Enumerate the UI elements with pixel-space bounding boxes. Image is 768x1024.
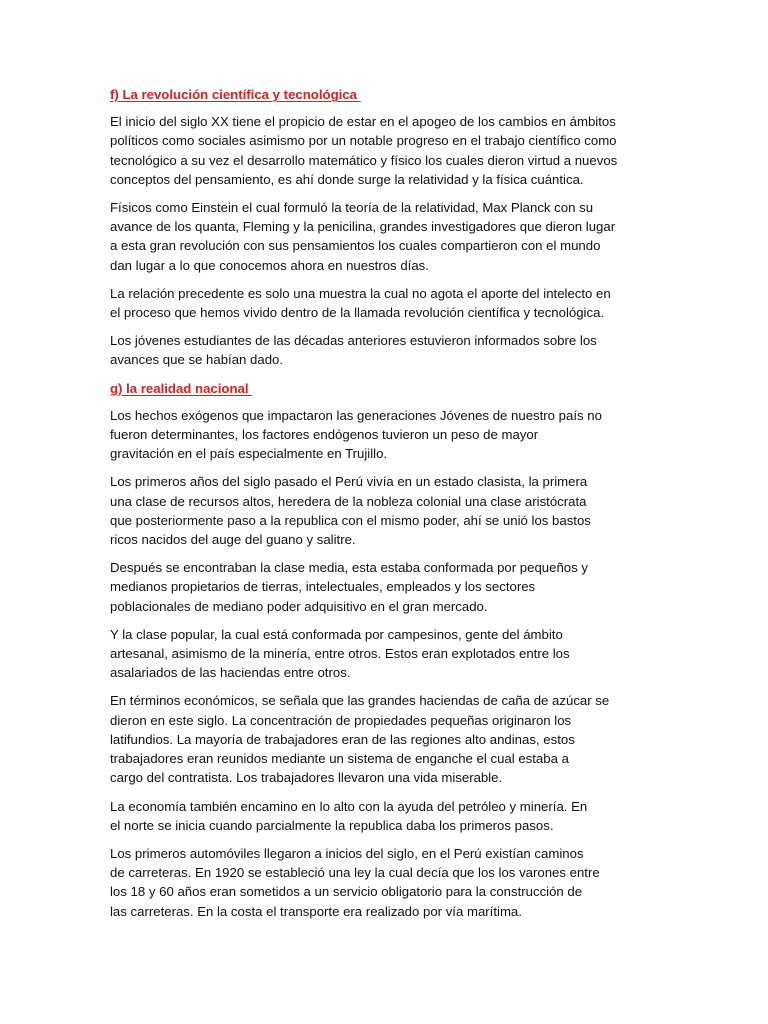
text-line: dieron en este siglo. La concentración de propiedades pequeñas originaron los (110, 712, 572, 728)
text-line: medianos propietarios de tierras, intelectuales, empleados y los sectores (110, 579, 536, 595)
text-line: La economía también encamino en lo alto con la ayuda del petróleo y minería. En (110, 798, 588, 814)
text-line: Y la clase popular, la cual está conformada por campesinos, gente del ámbito (110, 626, 563, 642)
text-line: Los primeros años del siglo pasado el Perú vivía en un estado clasista, la primera (110, 474, 588, 490)
text-line: una clase de recursos altos, heredera de la nobleza colonial una clase aristócrata (110, 493, 587, 509)
text-line: dan lugar a lo que conocemos ahora en nuestros días. (110, 257, 429, 273)
section-g-paragraph-5 (110, 691, 642, 787)
text-line: El inicio del siglo XX tiene el propicio de estar en el apogeo de los cambios en ámbitos (110, 114, 616, 130)
text-line: Los jóvenes estudiantes de las décadas anteriores estuvieron informados sobre los (110, 333, 597, 349)
text-line: políticos como sociales asimismo por un notable progreso en el trabajo científico como (110, 133, 617, 149)
section-f-paragraph-3 (110, 284, 642, 322)
text-line: que posteriormente paso a la republica con el mismo poder, ahí se unió los bastos (110, 512, 591, 528)
text-line: artesanal, asimismo de la minería, entre otros. Estos eran explotados entre los (110, 646, 570, 662)
text-line: el norte se inicia cuando parcialmente la republica daba los primeros pasos. (110, 817, 554, 833)
text-line: cargo del contratista. Los trabajadores llevaron una vida miserable. (110, 770, 503, 786)
text-line: de carreteras. En 1920 se estableció una ley la cual decía que los los varones entre (110, 865, 600, 881)
text-line: fueron determinantes, los factores endógenos tuvieron un peso de mayor (110, 427, 539, 443)
section-f-paragraph-2 (110, 198, 642, 275)
section-g-paragraph-1 (110, 406, 642, 464)
document-body (110, 85, 642, 930)
text-line: a esta gran revolución con sus pensamientos los cuales compartieron con el mundo (110, 238, 601, 254)
section-g-paragraph-4 (110, 625, 642, 683)
text-line: En términos económicos, se señala que las grandes haciendas de caña de azúcar se (110, 693, 610, 709)
text-line: latifundios. La mayoría de trabajadores eran de las regiones alto andinas, estos (110, 731, 575, 747)
section-g-paragraph-6 (110, 797, 642, 835)
section-g-paragraph-2 (110, 472, 642, 549)
text-line: los 18 y 60 años eran sometidos a un servicio obligatorio para la construcción de (110, 884, 583, 900)
text-line: Los primeros automóviles llegaron a inicios del siglo, en el Perú existían caminos (110, 845, 584, 861)
section-g-paragraph-7 (110, 844, 642, 921)
text-line: La relación precedente es solo una muestra la cual no agota el aporte del intelecto en (110, 285, 611, 301)
text-line: Los hechos exógenos que impactaron las generaciones Jóvenes de nuestro país no (110, 407, 602, 423)
text-line: gravitación en el país especialmente en Trujillo. (110, 446, 388, 462)
text-line: avance de los quanta, Fleming y la penicilina, grandes investigadores que dieron lugar (110, 219, 616, 235)
text-line: trabajadores eran reunidos mediante un sistema de enganche el cual estaba a (110, 751, 569, 767)
text-line: las carreteras. En la costa el transporte era realizado por vía marítima. (110, 903, 522, 919)
section-f-heading: f) La revolución científica y tecnológica (110, 87, 361, 102)
text-line: ricos nacidos del auge del guano y salitre. (110, 532, 356, 548)
text-line: Físicos como Einstein el cual formuló la teoría de la relatividad, Max Planck con su (110, 200, 594, 216)
text-line: Después se encontraban la clase media, esta estaba conformada por pequeños y (110, 560, 588, 576)
text-line: conceptos del pensamiento, es ahí donde surge la relatividad y la física cuántica. (110, 171, 584, 187)
section-g-heading: g) la realidad nacional (110, 380, 253, 396)
text-line: avances que se habían dado. (110, 352, 284, 368)
section-f-paragraph-4 (110, 331, 642, 369)
text-line: asalariados de las haciendas entre otros. (110, 665, 351, 681)
section-g-paragraph-3 (110, 558, 642, 616)
text-line: el proceso que hemos vivido dentro de la llamada revolución científica y tecnológica. (110, 305, 605, 321)
text-line: poblacionales de mediano poder adquisitivo en el gran mercado. (110, 598, 488, 614)
text-line: tecnológico a su vez el desarrollo matemático y físico los cuales dieron virtud a nuevos (110, 152, 618, 168)
section-f-paragraph-1 (110, 112, 642, 189)
